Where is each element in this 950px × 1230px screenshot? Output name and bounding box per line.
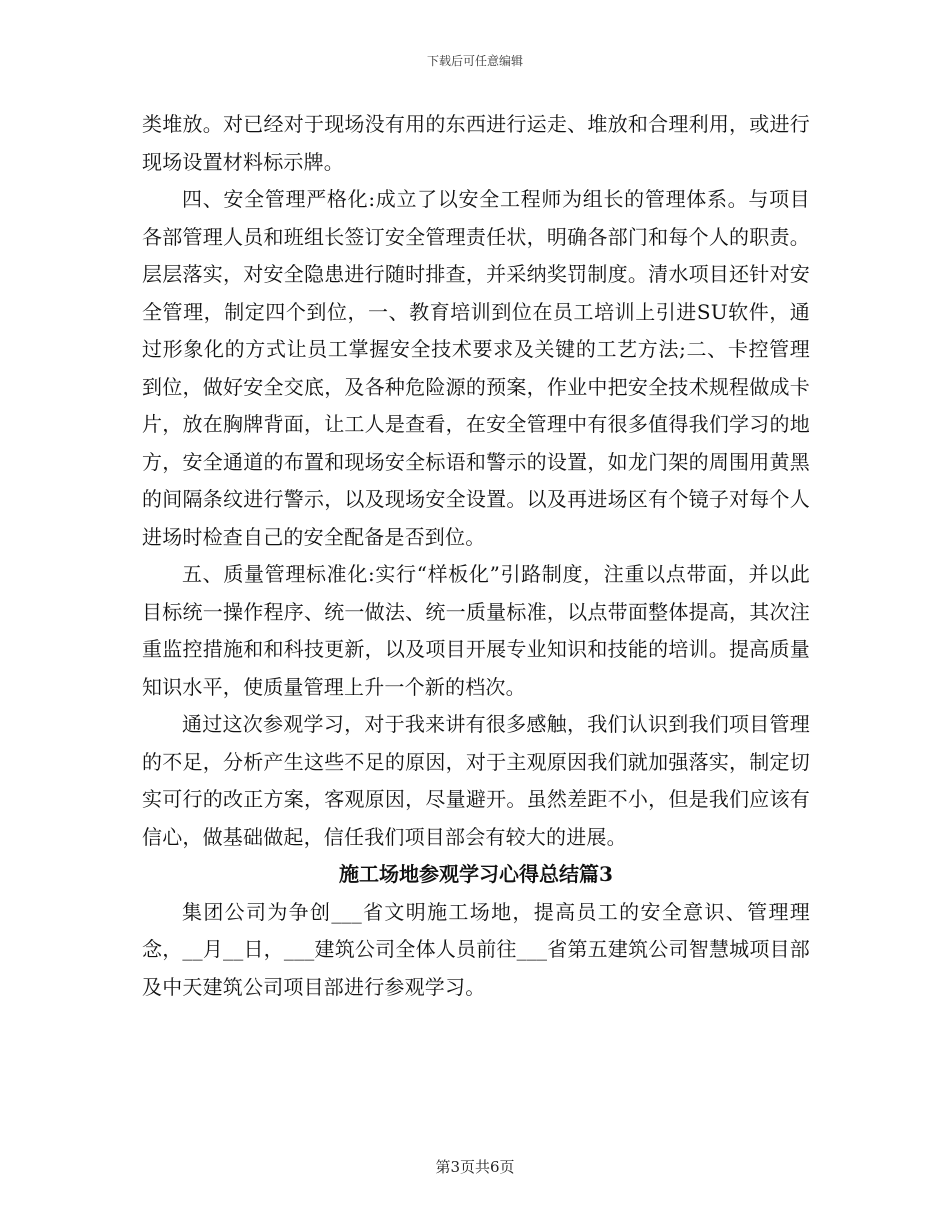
paragraph-reflection: 通过这次参观学习，对于我来讲有很多感触，我们认识到我们项目管理的不足，分析产生这些不足的原因，对于主观原因我们就加强落实，制定切实可行的改正方案，客观原因，尽量避开。虽然差距不小，但是我们应该有信心，做基础做起，信任我们项目部会有较大的进展。	[142, 712, 810, 849]
paragraph-safety-management: 四、安全管理严格化:成立了以安全工程师为组长的管理体系。与项目各部管理人员和班组长签订安全管理责任状，明确各部门和每个人的职责。层层落实，对安全隐患进行随时排查，并采纳奖罚制度。清水项目还针对安全管理，制定四个到位，一、教育培训到位在员工培训上引进SU软件，通过形象化的方式让员工掌握安全技术要求及关键的工艺方法;二、卡控管理到位，做好安全交底，及各种危险源的预案，作业中把安全技术规程做成卡片，放在胸牌背面，让工人是查看，在安全管理中有很多值得我们学习的地方，安全通道的布置和现场安全标语和警示的设置，如龙门架的周围用黄黑的间隔条纹进行警示，以及现场安全设置。以及再进场区有个镜子对每个人进场时检查自己的安全配备是否到位。	[142, 187, 810, 549]
page-number: 第3页共6页	[435, 1158, 515, 1176]
section-heading: 施工场地参观学习心得总结篇3	[339, 862, 613, 886]
header-note: 下载后可任意编辑	[426, 54, 523, 68]
paragraph-section-intro: 集团公司为争创___省文明施工场地，提高员工的安全意识、管理理念，__月__日，___建筑公司全体人员前往___省第五建筑公司智慧城项目部及中天建筑公司项目部进行参观学习。	[142, 899, 810, 999]
document-body	[142, 106, 810, 1006]
paragraph-quality-management: 五、质量管理标准化:实行“样板化”引路制度，注重以点带面，并以此目标统一操作程序、统一做法、统一质量标准，以点带面整体提高，其次注重监控措施和和科技更新，以及项目开展专业知识和技能的培训。提高质量知识水平，使质量管理上升一个新的档次。	[142, 562, 810, 699]
paragraph-continuation: 类堆放。对已经对于现场没有用的东西进行运走、堆放和合理利用，或进行现场设置材料标示牌。	[142, 112, 810, 174]
